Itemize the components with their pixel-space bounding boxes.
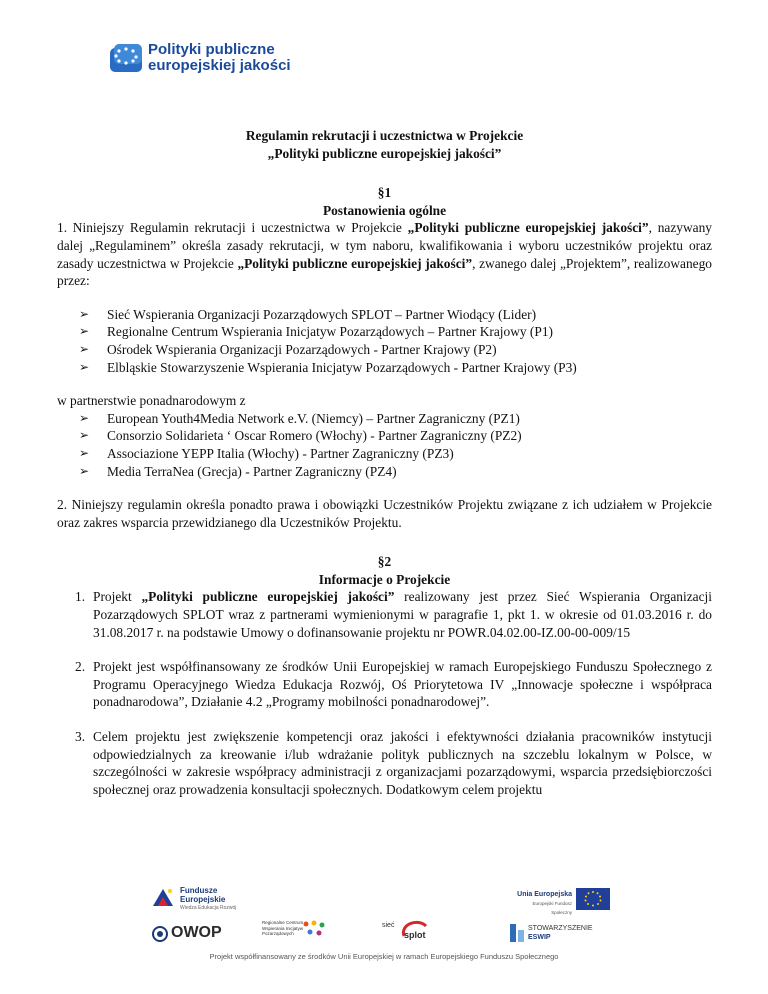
list-item: ➢ Ośrodek Wspierania Organizacji Pozarządowych - Partner Krajowy (P2) — [79, 341, 497, 357]
owop-logo: OWOP — [152, 924, 222, 944]
list-item: ➢ Elbląskie Stowarzyszenie Wspierania Inicjatyw Pozarządowych - Partner Krajowy (P3) — [79, 359, 577, 375]
section1-paragraph2: 2. Niniejszy regulamin określa ponadto prawa i obowiązki Uczestników Projektu związane z ich udziałem w Projekcie oraz zakres wsparcia przewidzianego dla Uczestników Projektu. — [57, 497, 712, 530]
list-item: ➢ Consorzio Solidarieta ‘ Oscar Romero (Włochy) - Partner Zagraniczny (PZ2) — [79, 428, 522, 444]
footer-logos — [0, 880, 768, 994]
fe-stars-icon — [150, 886, 176, 910]
section1-paragraph1: 1. Niniejszy Regulamin rekrutacji i uczestnictwa w Projekcie „Polityki publiczne europejskiej jakości”, nazywany dalej „Regulaminem” określa zasady rekrutacji, w tym naboru, kwalifikowania i wyboru uczestników projektu oraz zasady uczestnictwa w Projekcie „Polityki publiczne europejskiej jakości”, zwanego dalej „Projektem”, realizowanego przez: — [57, 220, 712, 289]
eswip-logo: STOWARZYSZENIE ESWIP — [510, 922, 620, 946]
section2-list — [57, 588, 712, 798]
section1-subheading: Postanowienia ogólne — [322, 202, 447, 218]
eswip-mark-icon — [510, 924, 524, 942]
project-logo — [108, 40, 291, 80]
arrow-bullet-icon: ➢ — [79, 410, 90, 425]
arrow-bullet-icon: ➢ — [79, 306, 90, 321]
logo-text — [148, 42, 291, 74]
intl-intro: w partnerstwie ponadnarodowym z — [57, 393, 246, 409]
fundusze-europejskie-logo: Fundusze Europejskie Wiedza Edukacja Rozwój — [150, 886, 260, 914]
list-item: 3. Celem projektu jest zwiększenie kompetencji oraz jakości i efektywności działania pracowników instytucji odpowiedzialnych za kreowanie i/lub wdrażanie polityk publicznych na szczeblu lokalnym w Polsce, w szczególności w zakresie współpracy administracji z organizacjami pozarządowymi, wsparcia przedsiębiorczości społecznej oraz prowadzenia konsultacji społecznych. Dodatkowym celem projektu — [75, 729, 712, 797]
logo-line1: Polityki publiczne — [148, 41, 275, 58]
arrow-bullet-icon: ➢ — [79, 359, 90, 374]
national-partners-list — [57, 306, 712, 376]
section2-heading: §2 — [377, 554, 392, 570]
arrow-bullet-icon: ➢ — [79, 341, 90, 356]
list-item: ➢ Regionalne Centrum Wspierania Inicjatyw Pozarządowych – Partner Krajowy (P1) — [79, 324, 553, 340]
section1-heading: §1 — [377, 185, 392, 201]
owop-circle-icon — [152, 926, 168, 942]
intl-partners-list — [57, 410, 712, 480]
list-item: ➢ Associazione YEPP Italia (Włochy) - Partner Zagraniczny (PZ3) — [79, 445, 454, 461]
stars-logo-icon — [108, 42, 146, 76]
arrow-bullet-icon: ➢ — [79, 463, 90, 478]
siec-splot-logo: sieć splot — [382, 918, 442, 946]
rcwip-dots-icon — [302, 920, 326, 938]
unia-europejska-logo: Unia Europejska Europejski Fundusz Społeczny — [512, 888, 622, 912]
section2-subheading: Informacje o Projekcie — [318, 571, 451, 587]
eu-flag-icon — [576, 888, 610, 910]
arrow-bullet-icon: ➢ — [79, 324, 90, 339]
list-item: 1. Projekt „Polityki publiczne europejskiej jakości” realizowany jest przez Sieć Wspierania Organizacji Pozarządowych SPLOT wraz z partnerami wymienionymi w paragrafie 1, pkt 1. w okresie od 01.03.2016 r. do 31.08.2017 r. na podstawie Umowy o dofinansowanie projektu nr POWR.04.02.00-IZ.00-00-009/15 — [75, 589, 712, 640]
arrow-bullet-icon: ➢ — [79, 428, 90, 443]
document-title-line1: Regulamin rekrutacji i uczestnictwa w Projekcie — [245, 128, 524, 143]
list-item: ➢ European Youth4Media Network e.V. (Niemcy) – Partner Zagraniczny (PZ1) — [79, 410, 520, 426]
list-item: ➢ Sieć Wspierania Organizacji Pozarządowych SPLOT – Partner Wiodący (Lider) — [79, 306, 537, 322]
funding-caption: Projekt współfinansowany ze środków Unii Europejskiej w ramach Europejskiego Funduszu Społecznego — [209, 952, 559, 961]
logo-line2: europejskiej jakości — [148, 57, 291, 74]
list-item: 2. Projekt jest współfinansowany ze środków Unii Europejskiej w ramach Europejskiego Funduszu Społecznego z Programu Operacyjnego Wiedza Edukacja Rozwój, Oś Priorytetowa IV „Innowacje społeczne i współpraca ponadnarodowa”, Działanie 4.2 „Programy mobilności ponadnarodowej”. — [75, 659, 712, 710]
rcwip-logo: Regionalne Centrum Wspierania Inicjatyw Pozarządowych — [262, 920, 332, 946]
arrow-bullet-icon: ➢ — [79, 445, 90, 460]
list-item: ➢ Media TerraNea (Grecja) - Partner Zagraniczny (PZ4) — [79, 463, 397, 479]
document-body — [57, 127, 712, 798]
document-title-line2: „Polityki publiczne europejskiej jakości” — [267, 145, 502, 161]
